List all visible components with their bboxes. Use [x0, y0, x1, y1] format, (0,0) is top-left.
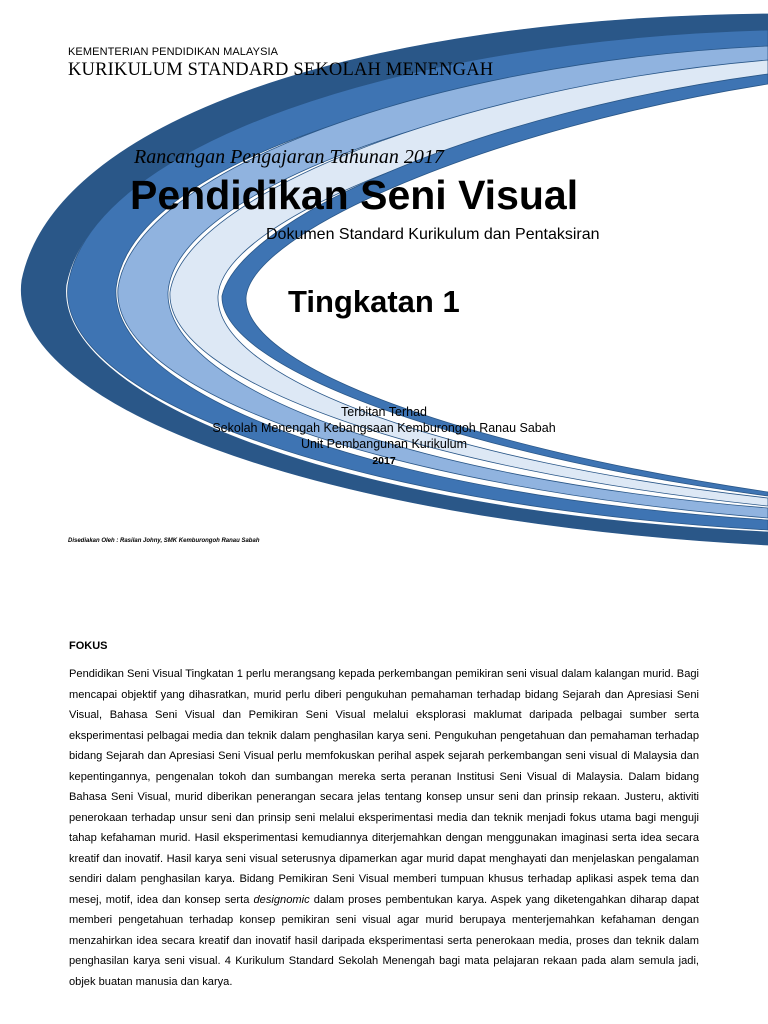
fokus-section [69, 640, 699, 992]
plan-title: Rancangan Pengajaran Tahunan 2017 [134, 146, 444, 168]
ministry-name: KEMENTERIAN PENDIDIKAN MALAYSIA [68, 46, 279, 58]
document-subtitle: Dokumen Standard Kurikulum dan Pentaksiran [266, 226, 600, 243]
publication-note: Terbitan Terhad [341, 405, 427, 419]
publication-year: 2017 [372, 455, 396, 467]
section-heading: FOKUS [69, 640, 108, 652]
school-name: Sekolah Menengah Kebangsaan Kemburongoh Ranau Sabah [212, 421, 556, 435]
prepared-by: Disediakan Oleh : Rasilan Johny, SMK Kemburongoh Ranau Sabah [68, 538, 260, 544]
form-level: Tingkatan 1 [288, 284, 460, 319]
paragraph-text: Pendidikan Seni Visual Tingkatan 1 perlu merangsang kepada perkembangan pemikiran seni visual dalam kalangan murid. Bagi mencapai objektif yang dihasratkan, murid perlu diberi pengukuhan pemahaman terhadap bidang Sejarah dan Apresiasi Seni Visual, Bahasa Seni Visual dan Pemikiran Seni Visual melalui eksplorasi maklumat daripada pelbagai sumber serta eksperimentasi pelbagai media dan teknik dalam penghasilan karya seni. Pengukuhan pengetahuan dan pemahaman terhadap bidang Sejarah dan Apresiasi Seni Visual perlu memfokuskan perihal aspek sejarah perkembangan seni visual di Malaysia dan kepentingannya, pengenalan tokoh dan sumbangan mereka serta peranan Institusi Seni Visual di Malaysia. Dalam bidang Bahasa Seni Visual, murid diberikan penerangan secara jelas tentang konsep unsur seni dan prinsip rekaan. Justeru, aktiviti penerokaan terhadap unsur seni dan prinsip seni melalui eksperimentasi media dan teknik menjadi fokus utama bagi menguji tahap kefahaman murid. Hasil eksperimentasi kemudiannya diterjemahkan dengan menggunakan imaginasi serta idea secara kreatif dan inovatif. Hasil karya seni visual seterusnya dipamerkan agar murid dapat menghayati dan menjelaskan pengalaman sendiri dalam penghasilan karya. Bidang Pemikiran Seni Visual memberi tumpuan khusus terhadap aplikasi aspek tema dan mesej, motif, idea dan konsep serta [69, 668, 699, 906]
subject-title: Pendidikan Seni Visual [130, 172, 579, 218]
unit-name: Unit Pembangunan Kurikulum [300, 437, 468, 451]
section-paragraph [69, 664, 699, 992]
curriculum-title: KURIKULUM STANDARD SEKOLAH MENENGAH [68, 60, 494, 80]
paragraph-italic-term: designomic [253, 893, 310, 906]
paragraph-text-continued: dalam proses pembentukan karya. Aspek yang diketengahkan diharap dapat memberi pengetahuan terhadap konsep pemikiran seni visual agar murid berupaya menterjemahkan kefahaman dengan menzahirkan idea secara kreatif dan inovatif hasil daripada eksperimentasi serta penerokaan media, proses dan teknik dalam penghasilan karya seni visual. 4 Kurikulum Standard Sekolah Menengah bagi mata pelajaran rekaan pada alam semula jadi, objek buatan manusia dan karya. [69, 893, 699, 988]
